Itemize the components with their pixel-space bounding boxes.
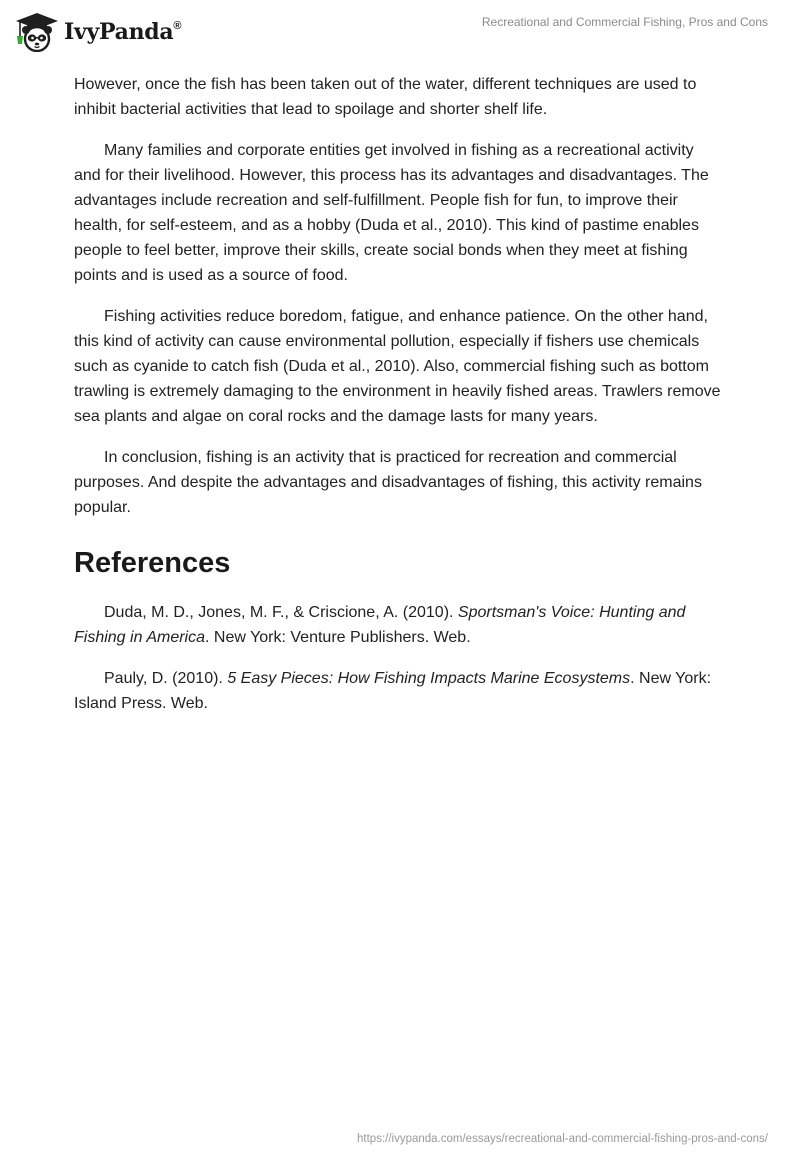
- source-url-link[interactable]: https://ivypanda.com/essays/recreational-and-commercial-fishing-pros-and-cons/: [357, 1133, 768, 1145]
- essay-content: [74, 72, 724, 732]
- reference-item: Duda, M. D., Jones, M. F., & Criscione, A. (2010). Sportsman's Voice: Hunting and Fishing in America. New York: Venture Publishers. Web.: [74, 604, 686, 646]
- paragraph-4: In conclusion, fishing is an activity that is practiced for recreation and commercial purposes. And despite the advantages and disadvantages of fishing, this activity remains popular.: [74, 449, 702, 516]
- references-heading: References: [74, 547, 231, 579]
- document-title: Recreational and Commercial Fishing, Pros and Cons: [481, 15, 768, 29]
- reference-title: Sportsman's Voice: Hunting and Fishing in America: [74, 604, 686, 646]
- ivypanda-logo[interactable]: [14, 10, 181, 54]
- brand-name: IvyPanda®: [64, 19, 182, 45]
- reference-item: Pauly, D. (2010). 5 Easy Pieces: How Fishing Impacts Marine Ecosystems. New York: Island Press. Web.: [74, 670, 712, 712]
- paragraph-3: Fishing activities reduce boredom, fatigue, and enhance patience. On the other hand, this kind of activity can cause environmental pollution, especially if fishers use chemicals such as cyanide to catch fish (Duda et al., 2010). Also, commercial fishing such as bottom trawling is extremely damaging to the environment in heavily fished areas. Trawlers remove sea plants and algae on coral rocks and the damage lasts for many years.: [74, 308, 721, 425]
- paragraph-1: However, once the fish has been taken out of the water, different techniques are used to inhibit bacterial activities that lead to spoilage and shorter shelf life.: [74, 76, 697, 118]
- panda-mascot-icon: [14, 12, 60, 52]
- paragraph-2: Many families and corporate entities get involved in fishing as a recreational activity and for their livelihood. However, this process has its advantages and disadvantages. The advantages include recreation and self-fulfillment. People fish for fun, to improve their health, for self-esteem, and as a hobby (Duda et al., 2010). This kind of pastime enables people to feel better, improve their skills, create social bonds when they meet at fishing points and is used as a source of food.: [74, 142, 709, 284]
- reference-title: 5 Easy Pieces: How Fishing Impacts Marine Ecosystems: [227, 670, 631, 687]
- page-header: [0, 0, 800, 60]
